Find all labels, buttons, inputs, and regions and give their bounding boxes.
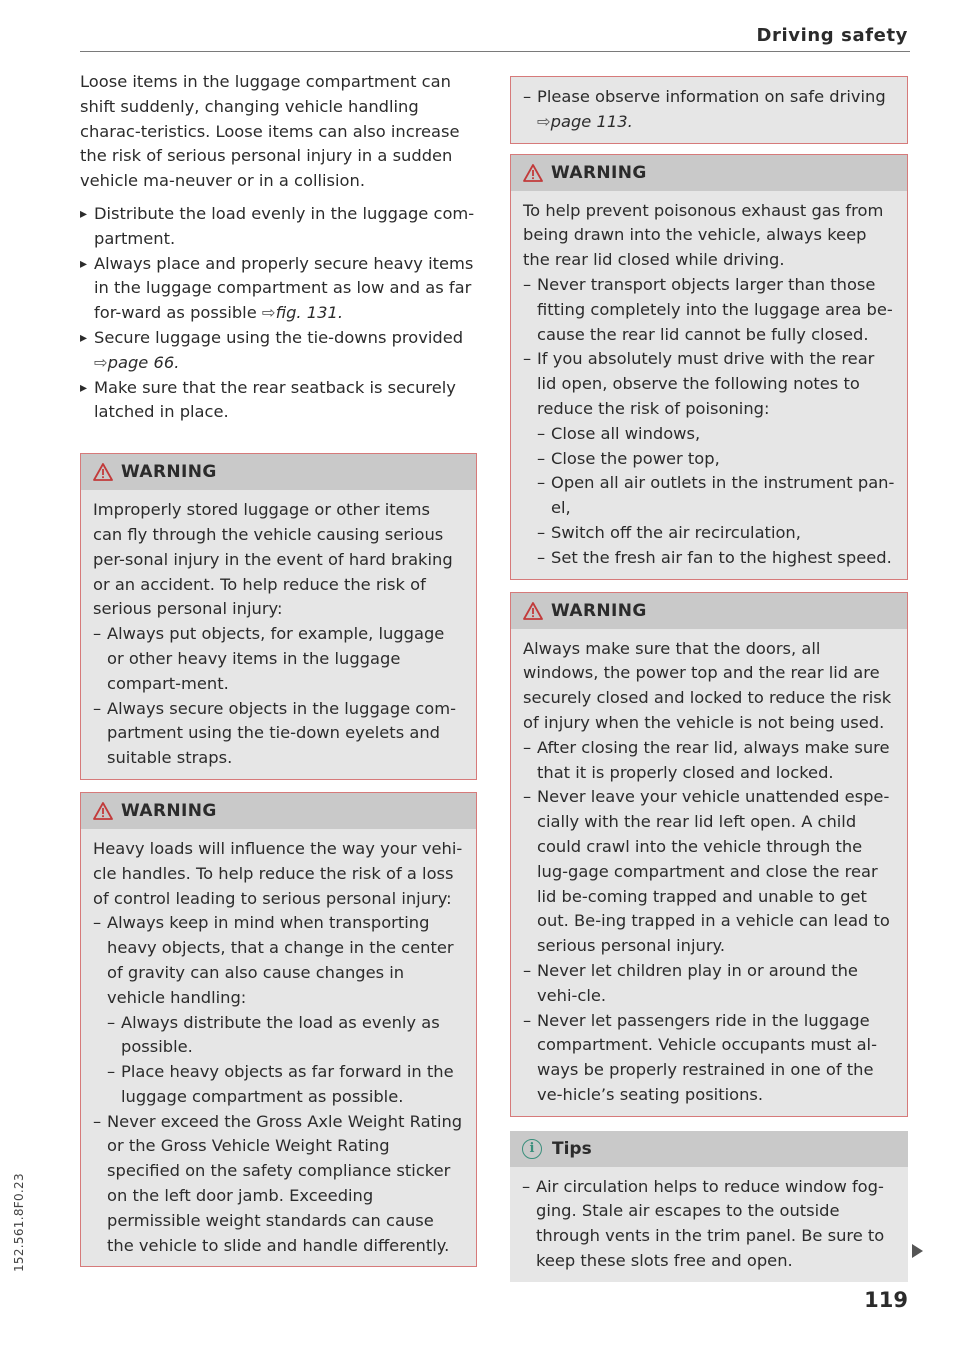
warning-list <box>523 273 895 571</box>
list-item: – Close the power top, <box>537 447 895 472</box>
list-item-text: Secure luggage using the tie-downs provided <box>94 327 464 347</box>
cross-reference-link[interactable]: page 113. <box>550 111 633 131</box>
warning-list <box>523 736 895 1108</box>
intro-paragraph: Loose items in the luggage compartment can shift suddenly, changing vehicle handling charac-teristics. Loose items can also increase the risk of serious personal injury in a sudden vehicle ma-neuver or in a collision. <box>80 72 460 191</box>
warning-label: WARNING <box>551 600 647 621</box>
warning-label: WARNING <box>121 800 217 821</box>
list-item: – Always put objects, for example, luggage or other heavy items in the luggage compart-ment. <box>93 622 464 696</box>
list-item-text: Always keep in mind when transporting heavy objects, that a change in the center of gravity can also cause changes in vehicle handling: <box>107 913 454 1007</box>
list-item <box>523 85 895 135</box>
warning-label: WARNING <box>121 462 217 483</box>
list-item: – Never leave your vehicle unattended espe-cially with the rear lid left open. A child could crawl into the vehicle through the lug-gage compartment and close the rear lid be-coming trapped and unable to get out. Be-ing trapped in a vehicle can lead to serious personal injury. <box>523 785 895 959</box>
warning-sublist <box>537 422 895 571</box>
warning-text: To help prevent poisonous exhaust gas from being drawn into the vehicle, always keep the rear lid closed while driving. <box>523 200 884 270</box>
list-item <box>80 202 477 252</box>
warning-header <box>511 593 907 629</box>
warning-body <box>81 490 476 779</box>
warning-header <box>511 155 907 191</box>
list-item <box>523 347 895 570</box>
warning-box <box>80 792 477 1268</box>
cross-reference-link[interactable]: fig. 131. <box>275 303 344 323</box>
warning-body <box>81 829 476 1267</box>
warning-box <box>510 592 908 1117</box>
header-rule <box>80 51 910 52</box>
arrow-right-icon: ⇨ <box>94 352 108 372</box>
warning-triangle-icon <box>93 802 113 820</box>
list-item: – Air circulation helps to reduce window fog-ging. Stale air escapes to the outside through vents in the trim panel. Be sure to keep these slots free and open. <box>522 1175 896 1274</box>
list-item-text: Please observe information on safe driving <box>537 87 886 106</box>
list-item: – Never transport objects larger than those fitting completely into the luggage area be-cause the rear lid cannot be fully closed. <box>523 273 895 347</box>
page-number: 119 <box>864 1288 908 1312</box>
list-item: – Switch off the air recirculation, <box>537 521 895 546</box>
continued-warning-box <box>510 76 908 144</box>
arrow-right-icon: ⇨ <box>537 111 551 131</box>
list-item-text: Distribute the load evenly in the luggage com-partment. <box>94 203 475 248</box>
tips-label: Tips <box>552 1138 592 1159</box>
tips-body <box>510 1167 908 1282</box>
tips-box <box>510 1131 908 1282</box>
warning-text: Always make sure that the doors, all windows, the power top and the rear lid are securely closed and locked to reduce the risk of injury when the vehicle is not being used. <box>523 638 892 732</box>
list-item: – Never let children play in or around the vehi-cle. <box>523 959 895 1009</box>
list-item-text: If you absolutely must drive with the rear lid open, observe the following notes to reduce the risk of poisoning: <box>537 349 875 418</box>
list-item <box>80 376 477 426</box>
warning-list <box>93 911 464 1258</box>
warning-header <box>81 793 476 829</box>
list-item-text: Make sure that the rear seatback is securely latched in place. <box>94 377 456 422</box>
continued-list <box>523 85 895 135</box>
warning-box <box>510 154 908 580</box>
list-item: – Close all windows, <box>537 422 895 447</box>
list-item: – Never exceed the Gross Axle Weight Rating or the Gross Vehicle Weight Rating specified on the safety compliance sticker on the left door jamb. Exceeding permissible weight standards can cause the vehicle to slide and handle differently. <box>93 1110 464 1259</box>
list-item: – Never let passengers ride in the luggage compartment. Vehicle occupants must al-ways be properly restrained in one of the ve-hicle’s seating positions. <box>523 1009 895 1108</box>
list-item: – Set the fresh air fan to the highest speed. <box>537 546 895 571</box>
warning-box <box>80 453 477 780</box>
list-item <box>93 911 464 1109</box>
tips-header <box>510 1131 908 1167</box>
warning-triangle-icon <box>523 602 543 620</box>
warning-triangle-icon <box>523 164 543 182</box>
warning-text: Heavy loads will influence the way your vehi-cle handles. To help reduce the risk of a loss of control leading to serious personal injury: <box>93 838 463 908</box>
list-item: – Open all air outlets in the instrument pan-el, <box>537 471 895 521</box>
left-column <box>80 70 477 1267</box>
list-item: – After closing the rear lid, always make sure that it is properly closed and locked. <box>523 736 895 786</box>
right-column <box>510 76 908 1282</box>
document-code: 152.561.8F0.23 <box>12 1173 26 1272</box>
list-item: – Always distribute the load as evenly as possible. <box>107 1011 464 1061</box>
list-item <box>80 252 477 326</box>
list-item <box>80 326 477 376</box>
warning-label: WARNING <box>551 162 647 183</box>
info-icon: i <box>522 1139 542 1159</box>
warning-header <box>81 454 476 490</box>
list-item: – Always secure objects in the luggage com-partment using the tie-down eyelets and suitable straps. <box>93 697 464 771</box>
warning-triangle-icon <box>93 463 113 481</box>
warning-list <box>93 622 464 771</box>
arrow-right-icon: ⇨ <box>261 303 276 323</box>
warning-body <box>511 629 907 1116</box>
list-item: – Place heavy objects as far forward in the luggage compartment as possible. <box>107 1060 464 1110</box>
instruction-list <box>80 202 477 425</box>
warning-sublist <box>107 1011 464 1110</box>
tips-list <box>522 1175 896 1274</box>
section-title: Driving safety <box>756 25 908 46</box>
warning-text: Improperly stored luggage or other items can fly through the vehicle causing serious per-sonal injury in the event of hard braking or an accident. To help reduce the risk of serious personal injury: <box>93 500 453 619</box>
warning-body <box>511 191 907 579</box>
continue-arrow-icon <box>912 1244 923 1258</box>
list-item-text: Always place and properly secure heavy items in the luggage compartment as low and as far for-ward as possible <box>94 253 474 323</box>
cross-reference-link[interactable]: page 66. <box>107 352 180 372</box>
